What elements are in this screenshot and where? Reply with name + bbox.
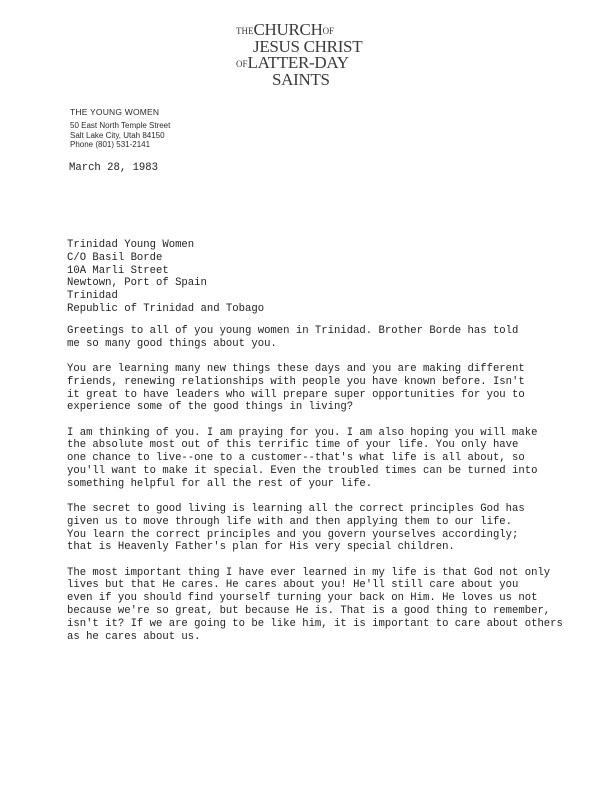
recipient-line: C/O Basil Borde bbox=[67, 251, 163, 264]
recipient-line: 10A Marli Street bbox=[67, 264, 169, 277]
letterhead-line-1: THECHURCHOF bbox=[236, 20, 335, 39]
letter-body bbox=[67, 325, 567, 656]
organization-address-block bbox=[70, 108, 270, 150]
church-letterhead-logo bbox=[236, 22, 436, 88]
org-city: Salt Lake City, Utah 84150 bbox=[70, 130, 165, 140]
body-paragraph: Greetings to all of you young women in Trinidad. Brother Borde has told me so many good things about you. bbox=[67, 325, 519, 350]
org-street: 50 East North Temple Street bbox=[70, 120, 171, 130]
recipient-line: Republic of Trinidad and Tobago bbox=[67, 302, 265, 315]
letterhead-line-4: SAINTS bbox=[272, 70, 330, 89]
letterhead-line-3: OFLATTER-DAY bbox=[236, 53, 349, 72]
recipient-address bbox=[67, 239, 537, 316]
recipient-line: Newtown, Port of Spain bbox=[67, 277, 207, 290]
body-paragraph: I am thinking of you. I am praying for you. I am also hoping you will make the absolute most out of this terrific time of your life. You only have one chance to live--one to a customer--that's what life is all about, so you'll want to make it special. Even the troubled times can be turned into something helpful for all the rest of your life. bbox=[67, 426, 538, 490]
org-phone: Phone (801) 531-2141 bbox=[70, 140, 151, 150]
body-paragraph: You are learning many new things these days and you are making different friends, renewing relationships with people you have known before. Isn't it great to have leaders who will prepare super opportunities for you to experience some of the good things in living? bbox=[67, 362, 525, 414]
recipient-line: Trinidad bbox=[67, 290, 118, 303]
body-paragraph: The most important thing I have ever learned in my life is that God not only lives but that He cares. He cares about you! He'll still care about you even if you should find yourself turning your back on Him. He loves us not because we're so great, but because He is. That is a good thing to remember, isn't it? If we are going to be like him, it is important to care about others as he cares about us. bbox=[67, 566, 563, 643]
department-name: THE YOUNG WOMEN bbox=[70, 107, 160, 117]
letterhead-line-2: JESUS CHRIST bbox=[253, 37, 363, 56]
body-paragraph: The secret to good living is learning all the correct principles God has given us to move through life with and then applying them to our life. You learn the correct principles and you govern yourselves accordingly; that is Heavenly Father's plan for His very special children. bbox=[67, 502, 525, 554]
letter-date: March 28, 1983 bbox=[69, 162, 159, 174]
recipient-line: Trinidad Young Women bbox=[67, 239, 195, 251]
